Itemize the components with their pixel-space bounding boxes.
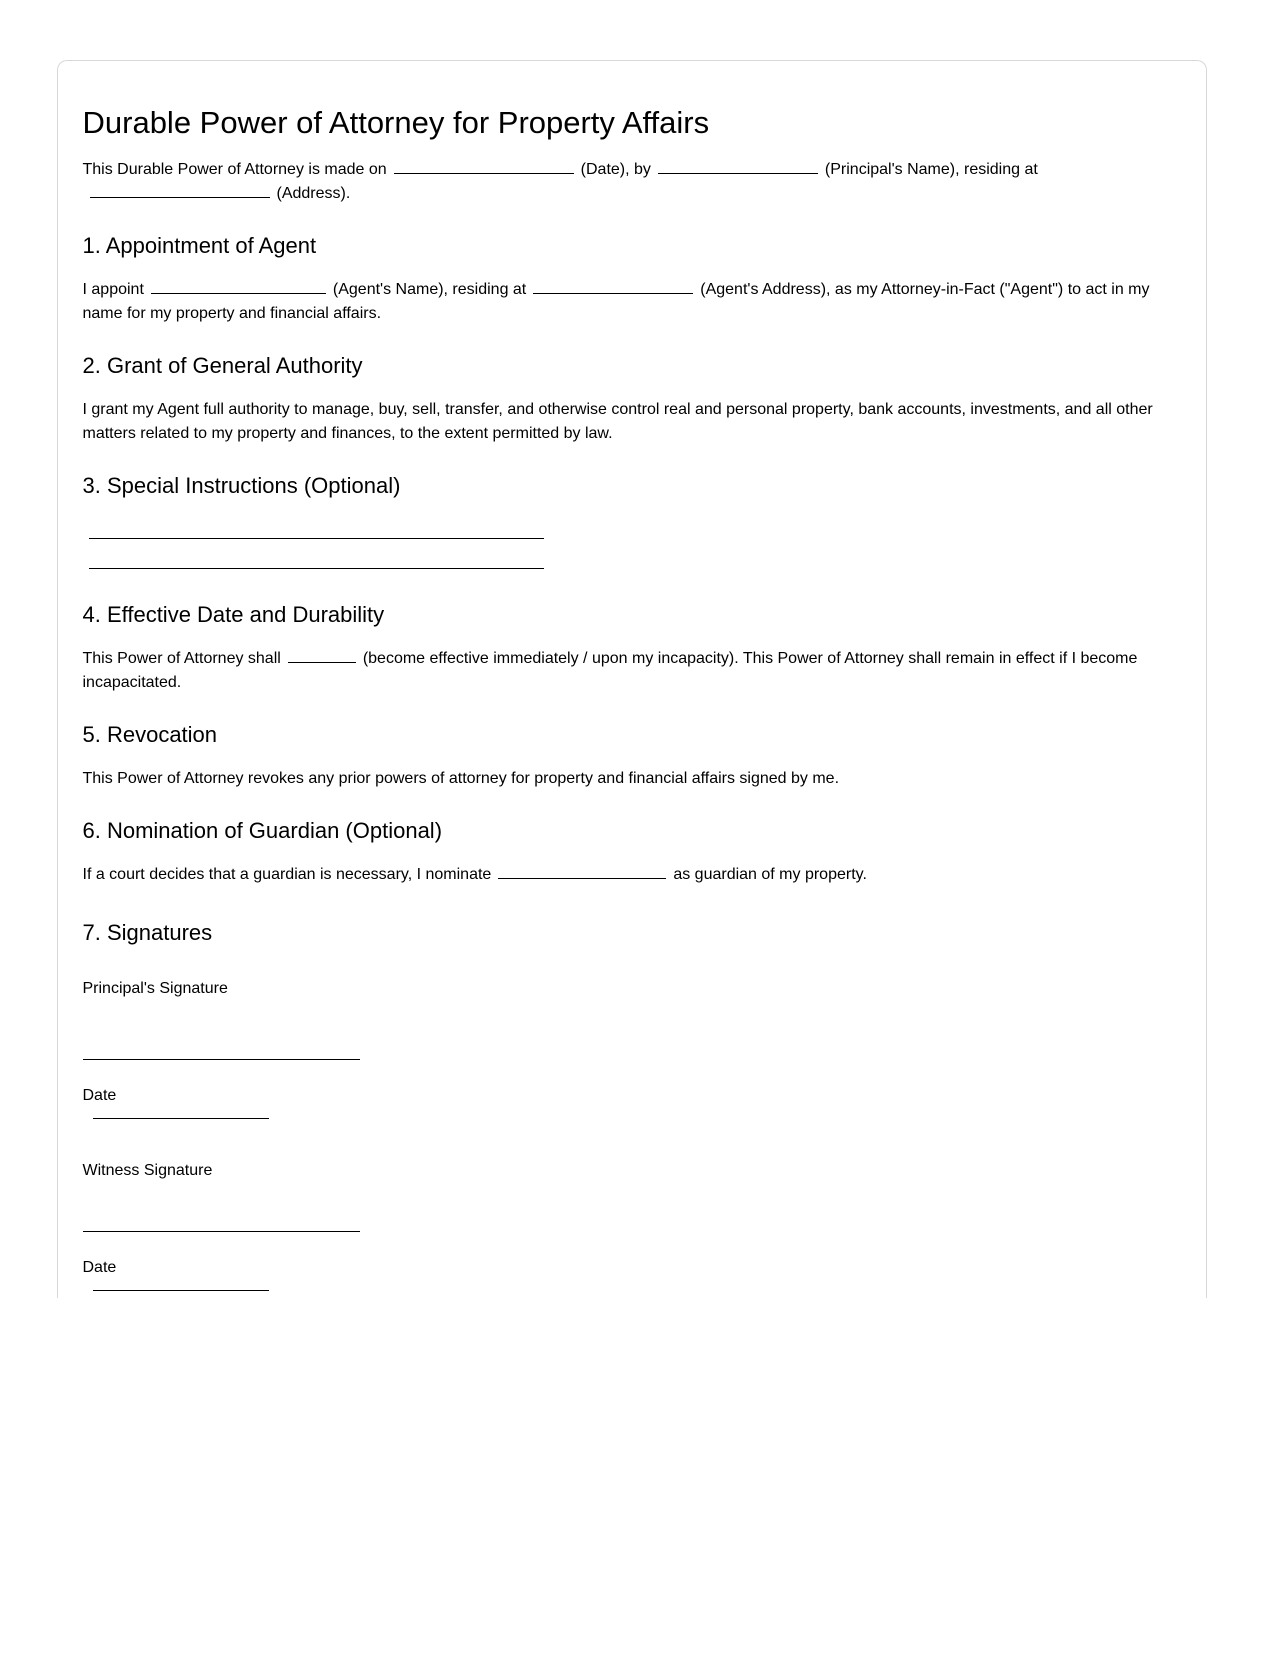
witness-signature-line [83, 1231, 360, 1232]
guardian-after-text: as guardian of my property. [673, 866, 867, 884]
section-heading-nomination-of-guardian: 6. Nomination of Guardian (Optional) [82, 818, 443, 844]
special-instructions-line-2 [89, 568, 544, 569]
principal-name-blank [658, 160, 818, 174]
section-heading-signatures: 7. Signatures [82, 920, 213, 946]
date-label: (Date), by [580, 161, 651, 179]
address-blank [90, 184, 270, 198]
appoint-text: I appoint [82, 281, 144, 299]
document-title: Durable Power of Attorney for Property Affairs [82, 105, 710, 140]
effectiveness-label: (become effective immediately / upon my incapacity). This Power of Attorney shall remain in effect if I become incapacitated. [82, 650, 1138, 692]
effective-date-paragraph [83, 647, 1181, 695]
shall-text: This Power of Attorney shall [82, 650, 281, 668]
date-blank [394, 160, 574, 174]
effectiveness-blank [288, 649, 356, 663]
intro-paragraph [83, 158, 1181, 206]
agent-address-label: (Agent's Address), as my Attorney-in-Fact ("Agent") to act in my name for my property and financial affairs. [82, 281, 1150, 323]
date-label-1: Date [82, 1087, 117, 1105]
guardian-paragraph [83, 863, 1181, 887]
principal-name-label: (Principal's Name), residing at [824, 161, 1038, 179]
date-label-2: Date [82, 1259, 117, 1277]
section-heading-special-instructions: 3. Special Instructions (Optional) [82, 473, 401, 499]
general-authority-paragraph: I grant my Agent full authority to manage, buy, sell, transfer, and otherwise control real and personal property, bank accounts, investments, and all other matters related to my property and finances, to the extent permitted by law. [82, 401, 1153, 443]
revocation-paragraph: This Power of Attorney revokes any prior powers of attorney for property and financial affairs signed by me. [82, 770, 840, 788]
intro-text-made-on: This Durable Power of Attorney is made on [82, 161, 387, 179]
section-heading-effective-date: 4. Effective Date and Durability [82, 602, 385, 628]
guardian-before-text: If a court decides that a guardian is necessary, I nominate [82, 866, 492, 884]
date-line-1 [93, 1118, 269, 1119]
guardian-name-blank [498, 865, 666, 879]
agent-address-blank [533, 280, 693, 294]
special-instructions-line-1 [89, 538, 544, 539]
principal-signature-line [83, 1059, 360, 1060]
poa-form-card [57, 60, 1207, 1298]
address-label: (Address). [276, 185, 351, 203]
agent-name-label: (Agent's Name), residing at [332, 281, 527, 299]
appointment-paragraph [83, 278, 1181, 326]
section-heading-grant-of-general-authority: 2. Grant of General Authority [82, 353, 363, 379]
witness-signature-label: Witness Signature [82, 1162, 213, 1180]
date-line-2 [93, 1290, 269, 1291]
section-heading-revocation: 5. Revocation [82, 722, 218, 748]
principal-signature-label: Principal's Signature [82, 980, 228, 998]
agent-name-blank [151, 280, 326, 294]
section-heading-appointment-of-agent: 1. Appointment of Agent [82, 233, 317, 259]
